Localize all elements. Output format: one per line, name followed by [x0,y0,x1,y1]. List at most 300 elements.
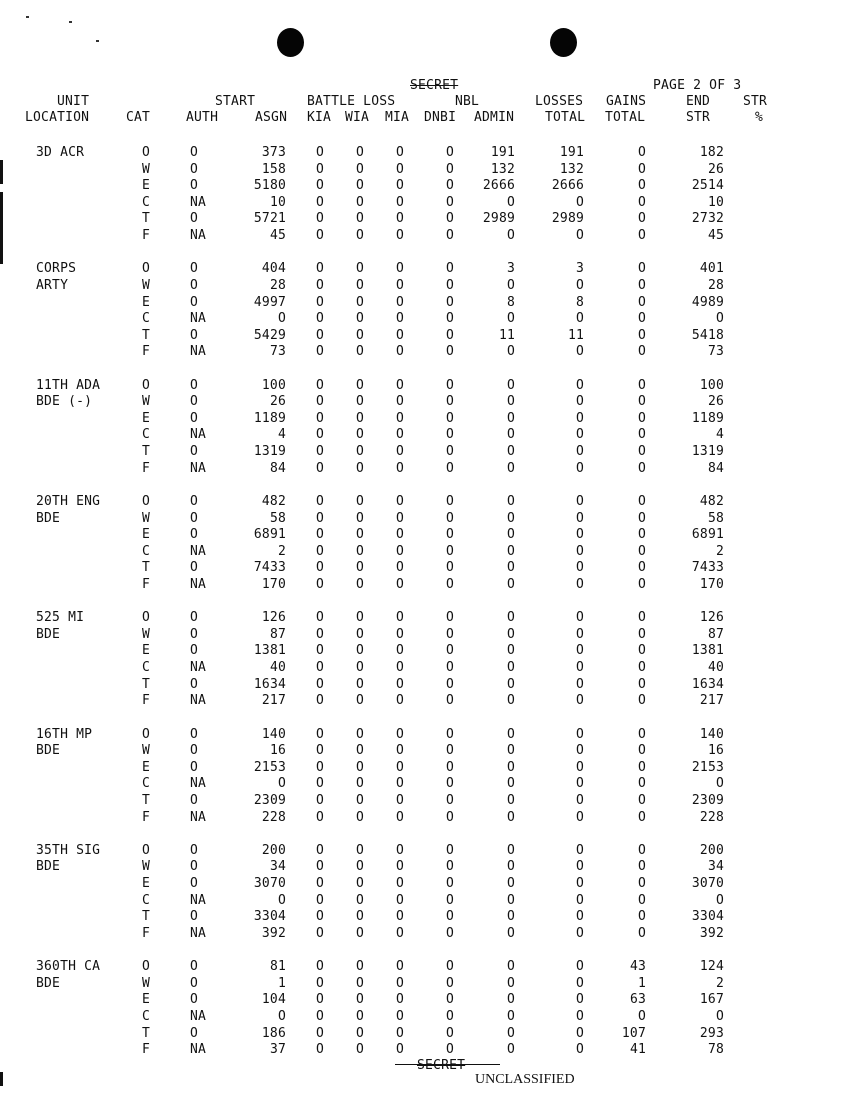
cell-mia: O [395,294,405,310]
cell-gains-total: O [637,776,646,792]
cell-admin: O [506,925,515,941]
cell-admin: O [506,460,515,476]
cell-wia: O [355,626,365,642]
header-admin: ADMIN [474,110,515,125]
cell-gains-total: O [637,527,646,543]
cell-asgn: 7433 [253,560,286,576]
cell-admin: O [506,344,515,360]
unit-name: 3D ACR [36,145,85,160]
cell-asgn: 1319 [253,444,286,459]
cell-kia: O [315,178,325,194]
cell-losses-total: O [575,776,584,792]
cell-gains-total: 63 [629,992,646,1008]
cell-kia: O [315,693,325,709]
cell-wia: O [355,1025,365,1041]
cell-gains-total: O [637,610,646,626]
cell-cat: T [141,211,151,227]
cell-wia: O [355,676,365,692]
cell-losses-total: O [575,427,584,443]
cell-cat: C [141,660,151,675]
cell-losses-total: O [575,743,584,759]
cell-cat: F [141,1042,151,1058]
cell-kia: O [315,145,325,160]
cell-kia: O [315,1025,325,1041]
cell-cat: T [141,560,151,576]
cell-cat: W [141,743,151,759]
cell-wia: O [355,876,365,891]
cell-gains-total: O [637,792,646,808]
header-end: END [686,94,711,109]
cell-losses-total: O [575,510,584,526]
cell-cat: E [141,178,151,194]
header-str: STR [743,94,768,109]
cell-auth: O [190,859,199,875]
cell-asgn: 10 [269,194,286,210]
header-gains: GAINS [606,94,647,109]
cell-asgn: 104 [261,992,286,1008]
cell-admin: O [506,876,515,891]
cell-cat: W [141,859,151,875]
cell-asgn: 373 [261,145,286,160]
cell-asgn: 2309 [253,792,286,808]
cell-dnbi: O [445,693,455,709]
cell-mia: O [395,643,405,659]
cell-mia: O [395,842,405,858]
cell-end-str: 2732 [691,211,724,227]
cell-mia: O [395,610,405,626]
unit-name: 20TH ENG [36,493,101,509]
cell-losses-total: O [575,975,584,991]
cell-auth: O [190,909,199,925]
cell-wia: O [355,660,365,675]
cell-dnbi: O [445,493,455,509]
cell-auth: NA [190,311,207,327]
cell-wia: O [355,444,365,459]
cell-wia: O [355,975,365,991]
cell-gains-total: 43 [629,959,646,975]
cell-kia: O [315,859,325,875]
cell-asgn: 34 [269,859,286,875]
cell-mia: O [395,776,405,792]
cell-wia: O [355,543,365,559]
cell-dnbi: O [445,1008,455,1024]
cell-gains-total: O [637,161,646,177]
cell-admin: O [506,1025,515,1041]
cell-kia: O [315,543,325,559]
cell-losses-total: O [575,560,584,576]
cell-kia: O [315,626,325,642]
cell-dnbi: O [445,211,455,227]
cell-end-str: 26 [707,161,724,177]
cell-cat: O [141,261,151,277]
cell-admin: O [506,444,515,459]
cell-gains-total: O [637,560,646,576]
cell-admin: O [506,626,515,642]
cell-auth: O [190,792,199,808]
cell-asgn: 5429 [253,327,286,343]
cell-admin: O [506,527,515,543]
header-mia: MIA [385,110,410,125]
cell-losses-total: O [575,543,584,559]
cell-end-str: 73 [707,344,724,360]
cell-cat: C [141,776,151,792]
cell-cat: W [141,626,151,642]
cell-auth: O [190,294,199,310]
cell-kia: O [315,1042,325,1058]
cell-mia: O [395,277,405,293]
cell-cat: F [141,693,151,709]
cell-cat: F [141,460,151,476]
cell-cat: W [141,277,151,293]
cell-wia: O [355,643,365,659]
cell-end-str: 2309 [691,792,724,808]
cell-admin: O [506,610,515,626]
cell-admin: O [506,377,515,393]
cell-gains-total: O [637,925,646,941]
cell-gains-total: O [637,444,646,459]
cell-kia: O [315,527,325,543]
unit-name: 525 MI [36,610,85,626]
cell-gains-total: O [637,626,646,642]
classification-bottom: SECRET [417,1058,466,1073]
header-auth: AUTH [186,110,219,125]
cell-dnbi: O [445,809,455,825]
header-losses: LOSSES [535,94,584,109]
cell-cat: O [141,377,151,393]
cell-mia: O [395,576,405,592]
cell-asgn: 170 [261,576,286,592]
cell-cat: F [141,809,151,825]
cell-losses-total: O [575,643,584,659]
cell-cat: O [141,842,151,858]
cell-admin: 2989 [482,211,515,227]
cell-losses-total: O [575,842,584,858]
cell-end-str: 217 [699,693,724,709]
cell-gains-total: O [637,876,646,891]
cell-end-str: 3070 [691,876,724,891]
cell-end-str: 28 [707,277,724,293]
cell-auth: NA [190,693,207,709]
cell-end-str: 2 [715,975,724,991]
cell-dnbi: O [445,792,455,808]
cell-gains-total: O [637,493,646,509]
cell-mia: O [395,959,405,975]
cell-losses-total: O [575,1008,584,1024]
cell-losses-total: O [575,859,584,875]
cell-gains-total: O [637,145,646,160]
cell-dnbi: O [445,643,455,659]
cell-kia: O [315,576,325,592]
cell-wia: O [355,394,365,410]
cell-wia: O [355,909,365,925]
header-start: START [215,94,256,109]
cell-auth: NA [190,194,207,210]
cell-dnbi: O [445,660,455,675]
cell-dnbi: O [445,959,455,975]
cell-losses-total: O [575,527,584,543]
cell-kia: O [315,311,325,327]
cell-end-str: 228 [699,809,724,825]
cell-asgn: 73 [269,344,286,360]
cell-auth: NA [190,427,207,443]
cell-auth: O [190,145,199,160]
cell-auth: NA [190,576,207,592]
cell-gains-total: O [637,460,646,476]
cell-wia: O [355,925,365,941]
cell-gains-total: O [637,859,646,875]
cell-end-str: 78 [707,1042,724,1058]
cell-dnbi: O [445,510,455,526]
cell-kia: O [315,792,325,808]
cell-dnbi: O [445,975,455,991]
cell-end-str: 3304 [691,909,724,925]
cell-wia: O [355,527,365,543]
cell-wia: O [355,792,365,808]
cell-losses-total: O [575,444,584,459]
cell-end-str: 45 [707,228,724,243]
unit-name-line2: BDE [36,859,61,875]
cell-kia: O [315,294,325,310]
cell-cat: E [141,876,151,891]
cell-kia: O [315,161,325,177]
cell-kia: O [315,726,325,742]
cell-mia: O [395,510,405,526]
cell-wia: O [355,311,365,327]
cell-dnbi: O [445,311,455,327]
cell-end-str: 293 [699,1025,724,1041]
cell-dnbi: O [445,178,455,194]
cell-kia: O [315,344,325,360]
cell-gains-total: O [637,228,646,243]
cell-dnbi: O [445,460,455,476]
cell-kia: O [315,809,325,825]
cell-cat: C [141,194,151,210]
cell-auth: O [190,410,199,426]
header-kia: KIA [307,110,332,125]
cell-end-str: 87 [707,626,724,642]
cell-admin: 11 [498,327,515,343]
cell-asgn: 4997 [253,294,286,310]
cell-admin: O [506,676,515,692]
cell-cat: O [141,493,151,509]
cell-asgn: 404 [261,261,286,277]
cell-gains-total: O [637,809,646,825]
cell-kia: O [315,892,325,908]
scan-speck [96,40,99,42]
cell-end-str: 401 [699,261,724,277]
cell-losses-total: O [575,876,584,891]
cell-cat: F [141,576,151,592]
cell-wia: O [355,842,365,858]
cell-dnbi: O [445,394,455,410]
cell-mia: O [395,876,405,891]
cell-auth: NA [190,925,207,941]
cell-asgn: 37 [269,1042,286,1058]
cell-losses-total: O [575,925,584,941]
cell-mia: O [395,444,405,459]
cell-end-str: 126 [699,610,724,626]
cell-wia: O [355,992,365,1008]
cell-admin: O [506,576,515,592]
cell-cat: T [141,444,151,459]
cell-auth: NA [190,892,207,908]
cell-cat: W [141,975,151,991]
cell-gains-total: O [637,377,646,393]
cell-gains-total: 41 [629,1042,646,1058]
cell-dnbi: O [445,261,455,277]
cell-admin: O [506,311,515,327]
cell-asgn: 40 [269,660,286,675]
cell-losses-total: O [575,410,584,426]
unit-name-line2: BDE [36,975,61,991]
cell-wia: O [355,261,365,277]
cell-end-str: O [715,311,724,327]
cell-losses-total: O [575,626,584,642]
cell-cat: C [141,543,151,559]
cell-asgn: 84 [269,460,286,476]
cell-end-str: 58 [707,510,724,526]
cell-losses-total: O [575,1042,584,1058]
cell-wia: O [355,178,365,194]
cell-mia: O [395,327,405,343]
cell-dnbi: O [445,194,455,210]
cell-wia: O [355,510,365,526]
cell-losses-total: O [575,493,584,509]
unit-name: 11TH ADA [36,377,101,393]
cell-kia: O [315,959,325,975]
cell-mia: O [395,460,405,476]
cell-kia: O [315,842,325,858]
cell-kia: O [315,660,325,675]
cell-kia: O [315,261,325,277]
cell-mia: O [395,493,405,509]
cell-cat: T [141,676,151,692]
cell-cat: E [141,992,151,1008]
cell-gains-total: O [637,510,646,526]
cell-auth: NA [190,660,207,675]
cell-kia: O [315,510,325,526]
cell-mia: O [395,693,405,709]
cell-end-str: 5418 [691,327,724,343]
page-label: PAGE 2 OF 3 [653,78,742,93]
cell-end-str: 2153 [691,759,724,775]
cell-dnbi: O [445,294,455,310]
cell-wia: O [355,211,365,227]
cell-end-str: 10 [707,194,724,210]
cell-wia: O [355,277,365,293]
cell-auth: NA [190,344,207,360]
unit-name: CORPS [36,261,77,277]
cell-auth: O [190,527,199,543]
cell-admin: O [506,693,515,709]
cell-kia: O [315,759,325,775]
cell-admin: O [506,1042,515,1058]
unit-name-line2: BDE [36,743,61,759]
cell-wia: O [355,776,365,792]
cell-mia: O [395,1025,405,1041]
cell-mia: O [395,211,405,227]
cell-gains-total: O [637,726,646,742]
cell-admin: O [506,394,515,410]
cell-admin: O [506,1008,515,1024]
cell-gains-total: O [637,311,646,327]
cell-gains-total: O [637,427,646,443]
cell-losses-total: 3 [575,261,584,277]
cell-wia: O [355,576,365,592]
cell-gains-total: O [637,394,646,410]
cell-gains-total: O [637,410,646,426]
cell-end-str: 392 [699,925,724,941]
scan-speck [69,21,72,23]
cell-wia: O [355,759,365,775]
cell-admin: O [506,792,515,808]
cell-kia: O [315,327,325,343]
cell-losses-total: O [575,344,584,360]
cell-cat: F [141,228,151,243]
cell-kia: O [315,560,325,576]
cell-losses-total: 191 [559,145,584,160]
cell-kia: O [315,776,325,792]
cell-mia: O [395,527,405,543]
cell-asgn: 81 [269,959,286,975]
cell-asgn: 58 [269,510,286,526]
cell-mia: O [395,925,405,941]
cell-mia: O [395,194,405,210]
cell-admin: O [506,560,515,576]
cell-asgn: 1189 [253,410,286,426]
scan-edge-mark [0,1072,3,1086]
cell-mia: O [395,410,405,426]
cell-end-str: 1381 [691,643,724,659]
cell-mia: O [395,427,405,443]
cell-wia: O [355,859,365,875]
cell-cat: T [141,792,151,808]
cell-wia: O [355,743,365,759]
cell-losses-total: O [575,277,584,293]
header-location: LOCATION [25,110,90,125]
cell-admin: O [506,643,515,659]
unit-name-line2: BDE [36,510,61,526]
cell-auth: O [190,327,199,343]
cell-cat: C [141,427,151,443]
cell-end-str: 7433 [691,560,724,576]
cell-asgn: 6891 [253,527,286,543]
cell-gains-total: O [637,660,646,675]
header-nbl: NBL [455,94,480,109]
cell-kia: O [315,211,325,227]
cell-mia: O [395,311,405,327]
cell-losses-total: O [575,693,584,709]
header-cat: CAT [126,110,151,125]
cell-end-str: 84 [707,460,724,476]
cell-losses-total: 11 [567,327,584,343]
cell-mia: O [395,394,405,410]
cell-end-str: 182 [699,145,724,160]
cell-end-str: 4 [715,427,724,443]
cell-auth: O [190,560,199,576]
cell-losses-total: O [575,1025,584,1041]
cell-wia: O [355,959,365,975]
cell-gains-total: O [637,676,646,692]
cell-auth: O [190,161,199,177]
cell-cat: C [141,892,151,908]
scan-edge-mark [0,192,3,264]
cell-mia: O [395,892,405,908]
cell-wia: O [355,1008,365,1024]
cell-mia: O [395,1042,405,1058]
cell-wia: O [355,427,365,443]
cell-dnbi: O [445,1025,455,1041]
